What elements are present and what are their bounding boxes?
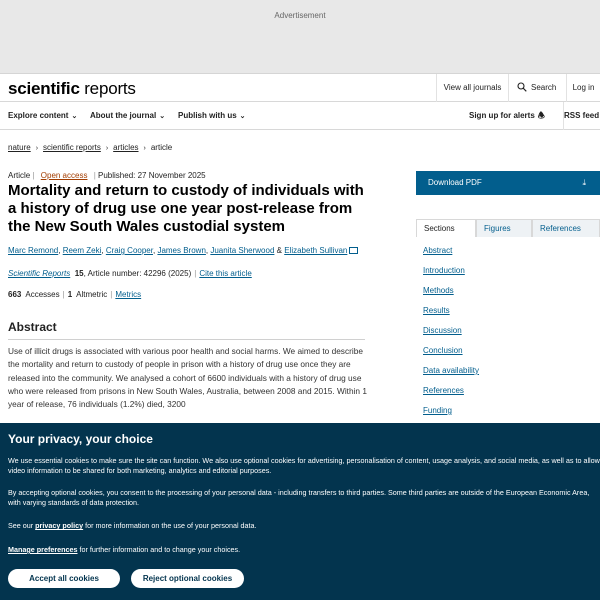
section-link-methods[interactable]: Methods — [423, 286, 454, 295]
author-link[interactable]: James Brown — [157, 246, 206, 255]
abstract-text: Use of illicit drugs is associated with various poor health and social harms. We aimed to describe the mortality and return to custody of people in prison with a history of drug use once they are released into the community. We analysed a cohort of 6600 individuals with a history of drug use who were released from prisons in New South Wales, Australia, between 2008 and 2015. Within 1 year of release, 76 individuals (1.2%) died, 3200 — [8, 346, 367, 410]
volume-number: 15 — [74, 269, 84, 278]
explore-content-menu[interactable] — [8, 102, 77, 130]
article-meta — [8, 171, 206, 180]
publish-with-us-menu[interactable] — [178, 102, 246, 130]
explore-content-label: Explore content — [8, 111, 69, 120]
logo-bold-text: scientific — [8, 79, 80, 98]
cookie-text-manage — [8, 545, 600, 555]
login-link[interactable]: Log in — [566, 74, 600, 102]
cookie-text-privacy — [8, 521, 600, 531]
author-link[interactable]: Elizabeth Sullivan — [284, 246, 348, 255]
breadcrumb — [8, 143, 172, 152]
divider: | — [194, 269, 197, 278]
section-link-discussion[interactable]: Discussion — [423, 326, 462, 335]
search-button[interactable] — [508, 74, 566, 102]
about-journal-menu[interactable] — [90, 102, 165, 130]
chevron-right-icon: › — [105, 145, 109, 152]
logo-rest-text: reports — [79, 79, 136, 98]
privacy-policy-link[interactable]: privacy policy — [35, 521, 84, 530]
accesses-count: 663 — [8, 290, 22, 299]
divider: | — [30, 171, 37, 180]
citation-line — [8, 269, 252, 278]
section-link-conclusion[interactable]: Conclusion — [423, 346, 463, 355]
accept-all-cookies-button[interactable]: Accept all cookies — [8, 569, 120, 588]
article-number: , Article number: 42296 (2025) — [83, 269, 192, 278]
metrics-link[interactable]: Metrics — [115, 290, 142, 299]
divider: | — [110, 290, 113, 299]
publish-with-us-label: Publish with us — [178, 111, 237, 120]
breadcrumb-scientific-reports[interactable]: scientific reports — [43, 143, 101, 152]
abstract-heading: Abstract — [8, 320, 57, 334]
chevron-down-icon: ⌄ — [239, 113, 246, 120]
journal-link[interactable]: Scientific Reports — [8, 269, 71, 278]
chevron-right-icon: › — [35, 145, 39, 152]
author-link[interactable]: Reem Zeki — [62, 246, 102, 255]
article-metrics — [8, 290, 141, 299]
cookie-text-consent: By accepting optional cookies, you consent to the processing of your personal data - including transfers to third parties. Some third parties are outside of the European Economic Area, with varying standards of data protection. — [8, 488, 590, 507]
divider: | — [62, 290, 65, 299]
search-icon — [517, 82, 527, 92]
cookie-banner-title: Your privacy, your choice — [8, 432, 153, 446]
open-access-link[interactable]: Open access — [40, 171, 88, 180]
manage-preferences-link[interactable]: Manage preferences — [8, 545, 78, 554]
site-header — [0, 74, 600, 102]
tab-sections[interactable]: Sections — [416, 219, 476, 237]
section-list — [423, 246, 479, 426]
breadcrumb-current: article — [150, 143, 173, 152]
author-link[interactable]: Marc Remond — [8, 246, 59, 255]
author-link[interactable]: Juanita Sherwood — [210, 246, 275, 255]
author-list: Marc Remond, Reem Zeki, Craig Cooper, James Brown, Juanita Sherwood & Elizabeth Sullivan — [8, 246, 378, 255]
download-pdf-label: Download PDF — [428, 178, 482, 187]
alerts-label: Sign up for alerts — [469, 111, 535, 120]
about-journal-label: About the journal — [90, 111, 157, 120]
author-link[interactable]: Craig Cooper — [105, 246, 153, 255]
main-nav — [0, 102, 600, 130]
section-link-abstract[interactable]: Abstract — [423, 246, 453, 255]
cookie-text-essential: We use essential cookies to make sure the site can function. We also use optional cookies for advertising, personalisation of content, usage analysis, and social media, as well as to allow video information to be shared for both marketing, analytics and editorial purposes. — [8, 456, 600, 475]
section-link-introduction[interactable]: Introduction — [423, 266, 465, 275]
author-ampersand: & — [276, 246, 282, 255]
download-icon: ⤓ — [582, 178, 586, 187]
altmetric-label: Altmetric — [76, 290, 108, 299]
bell-icon: 🕭 — [537, 111, 545, 120]
chevron-right-icon: › — [143, 145, 146, 152]
section-link-results[interactable]: Results — [423, 306, 450, 315]
section-link-data-availability[interactable]: Data availability — [423, 366, 480, 375]
accesses-label: Accesses — [25, 290, 60, 299]
search-label: Search — [531, 83, 557, 92]
privacy-text-post: for more information on the use of your personal data. — [83, 521, 257, 530]
advertisement-label: Advertisement — [274, 11, 326, 20]
abstract-divider — [8, 339, 365, 340]
sidebar-tabs — [416, 219, 600, 237]
tab-figures[interactable]: Figures — [476, 219, 532, 237]
published-date: Published: 27 November 2025 — [98, 171, 206, 180]
breadcrumb-articles[interactable]: articles — [113, 143, 139, 152]
section-link-funding[interactable]: Funding — [423, 406, 452, 415]
privacy-text-pre: See our — [8, 521, 36, 530]
email-icon[interactable] — [349, 247, 358, 254]
chevron-down-icon: ⌄ — [71, 113, 78, 120]
sign-up-alerts-link[interactable] — [469, 102, 545, 130]
article-type: Article — [8, 171, 31, 180]
chevron-down-icon: ⌄ — [159, 113, 166, 120]
divider: | — [91, 171, 98, 180]
rss-feed-link[interactable]: RSS feed — [563, 102, 599, 130]
article-title: Mortality and return to custody of individuals with a history of drug use one year post-release from the New South Wales custodial system — [8, 182, 364, 235]
section-link-references[interactable]: References — [423, 386, 464, 395]
cite-article-link[interactable]: Cite this article — [199, 269, 252, 278]
reject-optional-cookies-button[interactable]: Reject optional cookies — [131, 569, 244, 588]
site-logo[interactable] — [8, 79, 136, 99]
breadcrumb-nature[interactable]: nature — [8, 143, 31, 152]
manage-text-post: for further information and to change your choices. — [77, 545, 241, 554]
cookie-consent-banner — [0, 423, 600, 600]
download-pdf-button[interactable] — [416, 171, 600, 195]
view-all-journals-link[interactable]: View all journals — [436, 74, 508, 102]
advertisement-area — [0, 0, 600, 74]
altmetric-count: 1 — [67, 290, 73, 299]
tab-references[interactable]: References — [532, 219, 600, 237]
